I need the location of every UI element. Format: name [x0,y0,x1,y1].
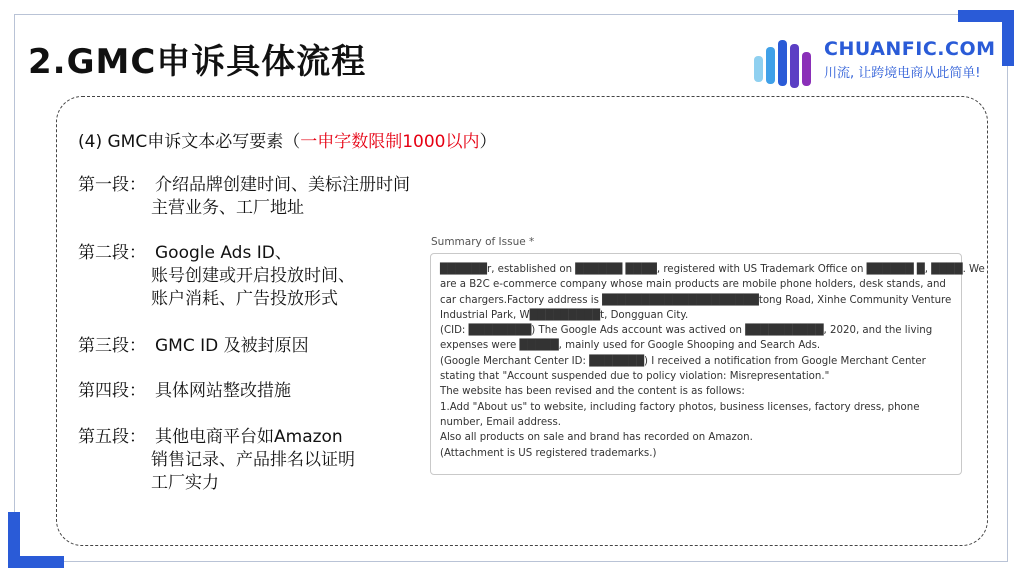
issue-text-line: expenses were █████, mainly used for Google Shooping and Search Ads. [440,340,821,352]
logo-slogan: 川流, 让跨境电商从此简单! [824,66,981,81]
section-prefix: 第二段： [78,243,146,263]
summary-of-issue-label: Summary of Issue * [431,236,535,248]
issue-text-line: (Attachment is US registered trademarks.) [440,447,657,459]
section-line: 工厂实力 [151,473,219,493]
section-4 [78,380,291,403]
issue-text-line: number, Email address. [440,416,562,428]
issue-text-line: ██████r, established on ██████ ████, registered with US Trademark Office on ██████ █, ████. We [440,264,985,275]
logo-bars-icon [752,34,814,90]
issue-text-line: stating that "Account suspended due to policy violation: Misrepresentation." [440,371,830,383]
section-line: 具体网站整改措施 [155,381,291,401]
issue-text-line: Industrial Park, W█████████t, Dongguan City. [440,309,689,321]
section-line: 账户消耗、广告投放形式 [151,289,338,309]
section-prefix: 第三段： [78,336,146,356]
section-line: 销售记录、产品排名以证明 [151,450,355,470]
section-prefix: 第一段： [78,175,146,195]
section-line: GMC ID 及被封原因 [155,336,309,356]
subheading-suffix: ） [479,132,497,152]
issue-text-line: Also all products on sale and brand has recorded on Amazon. [440,432,753,444]
section-line: 其他电商平台如Amazon [155,427,343,447]
summary-of-issue-textarea[interactable] [430,253,985,475]
section-line: Google Ads ID、 [155,243,292,263]
issue-text-line: (Google Merchant Center ID: ███████) I received a notification from Google Merchant Center [440,355,926,367]
issue-text-line: (CID: ████████) The Google Ads account was actived on ██████████, 2020, and the living [440,325,933,337]
subheading [78,127,496,152]
issue-text-line: are a B2C e-commerce company whose main products are mobile phone holders, desk stands, and [440,279,946,291]
section-3 [78,335,309,358]
section-5 [78,426,355,495]
subheading-highlight: 一申字数限制1000以内 [300,132,480,152]
section-line: 主营业务、工厂地址 [151,198,304,218]
section-2 [78,242,355,311]
logo [752,32,996,92]
issue-text-line: 1.Add "About us" to website, including factory photos, business licenses, factory dress, phone [440,401,920,413]
section-line: 介绍品牌创建时间、美标注册时间 [155,175,410,195]
section-prefix: 第五段： [78,427,146,447]
issue-text-line: The website has been revised and the content is as follows: [440,386,745,398]
issue-text-line: car chargers.Factory address is ████████████████████tong Road, Xinhe Community Venture [440,294,952,306]
section-prefix: 第四段： [78,381,146,401]
section-1 [78,174,410,220]
subheading-prefix: (4) GMC申诉文本必写要素（ [78,132,301,152]
logo-name: CHUANFIC.COM [824,38,996,60]
page-title: 2.GMC申诉具体流程 [28,42,367,82]
section-line: 账号创建或开启投放时间、 [151,266,355,286]
